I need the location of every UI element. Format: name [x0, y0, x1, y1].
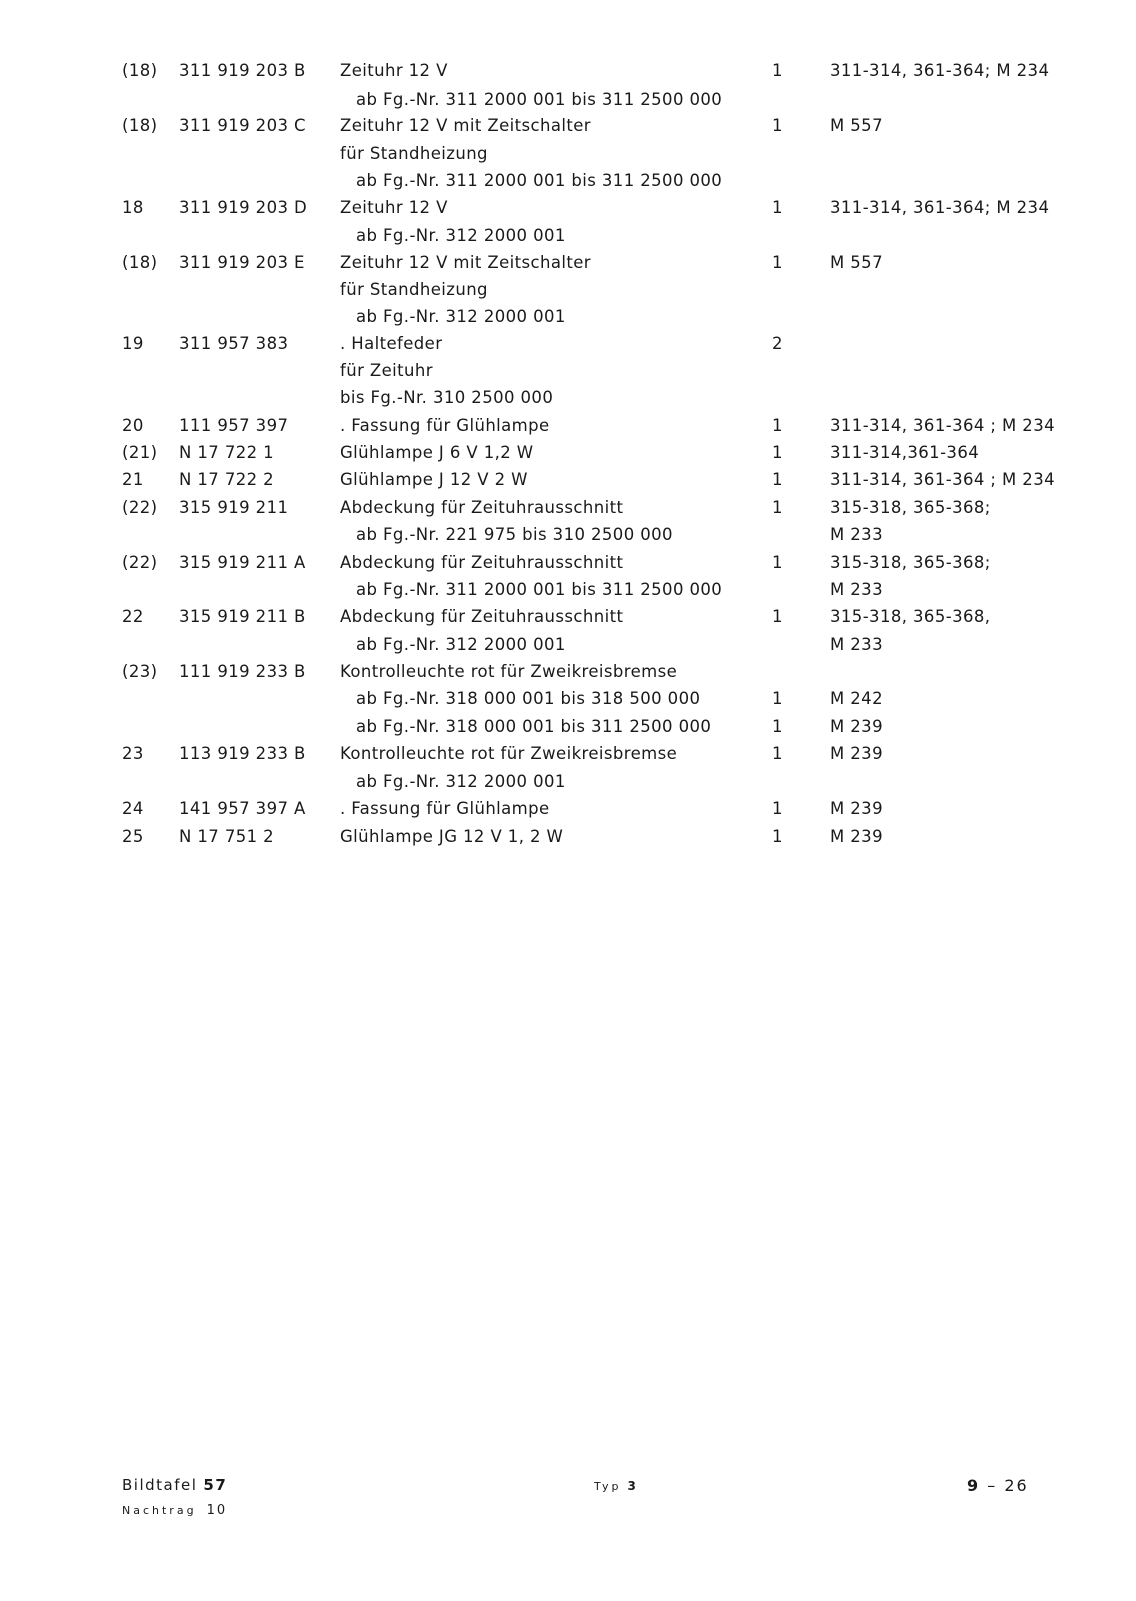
model-applicability: M 233 [830, 635, 883, 654]
part-number: N 17 722 2 [179, 470, 275, 489]
part-description: Abdeckung für Zeituhrausschnitt [340, 498, 624, 517]
typ-number: 3 [627, 1479, 639, 1493]
table-row [0, 195, 1136, 221]
nachtrag-number: 10 [206, 1503, 228, 1518]
position-number: (18) [122, 253, 158, 272]
part-number: 111 957 397 [179, 416, 289, 435]
part-description: . Haltefeder [340, 334, 443, 353]
table-row [0, 87, 1136, 113]
page-dash: – [987, 1476, 998, 1495]
typ-label: Typ [594, 1480, 622, 1493]
quantity: 1 [772, 717, 783, 736]
part-description: Zeituhr 12 V [340, 61, 448, 80]
nachtrag-reference [122, 1503, 227, 1518]
part-description: ab Fg.-Nr. 318 000 001 bis 311 2500 000 [356, 717, 712, 736]
part-description: bis Fg.-Nr. 310 2500 000 [340, 388, 554, 407]
table-row [0, 440, 1136, 466]
position-number: 18 [122, 198, 144, 217]
quantity: 1 [772, 689, 783, 708]
part-description: Glühlampe J 12 V 2 W [340, 470, 528, 489]
model-applicability: 311-314, 361-364 ; M 234 [830, 470, 1055, 489]
quantity: 1 [772, 198, 783, 217]
model-applicability: M 239 [830, 717, 883, 736]
model-applicability: M 242 [830, 689, 883, 708]
quantity: 1 [772, 470, 783, 489]
part-number: 315 919 211 B [179, 607, 306, 626]
position-number: (22) [122, 553, 158, 572]
model-applicability: 311-314, 361-364; M 234 [830, 198, 1050, 217]
bildtafel-reference [122, 1476, 227, 1494]
table-row [0, 769, 1136, 795]
model-applicability: 311-314,361-364 [830, 443, 980, 462]
table-row [0, 824, 1136, 850]
part-number: N 17 722 1 [179, 443, 275, 462]
model-applicability: M 233 [830, 525, 883, 544]
part-description: ab Fg.-Nr. 221 975 bis 310 2500 000 [356, 525, 673, 544]
table-row [0, 331, 1136, 357]
quantity: 1 [772, 744, 783, 763]
part-description: Zeituhr 12 V [340, 198, 448, 217]
part-description: . Fassung für Glühlampe [340, 799, 550, 818]
part-description: ab Fg.-Nr. 312 2000 001 [356, 635, 566, 654]
part-description: Abdeckung für Zeituhrausschnitt [340, 553, 624, 572]
part-description: ab Fg.-Nr. 311 2000 001 bis 311 2500 000 [356, 171, 723, 190]
part-description: ab Fg.-Nr. 312 2000 001 [356, 307, 566, 326]
table-row [0, 495, 1136, 521]
position-number: (21) [122, 443, 158, 462]
page-number [967, 1476, 1029, 1495]
table-row [0, 250, 1136, 276]
position-number: 24 [122, 799, 144, 818]
model-applicability: M 239 [830, 827, 883, 846]
table-row [0, 522, 1136, 548]
part-description: Glühlampe JG 12 V 1, 2 W [340, 827, 564, 846]
part-description: für Standheizung [340, 144, 488, 163]
page-section: 9 [967, 1476, 981, 1495]
part-description: Kontrolleuchte rot für Zweikreisbremse [340, 662, 678, 681]
quantity: 1 [772, 607, 783, 626]
part-number: 315 919 211 A [179, 553, 306, 572]
model-applicability: M 233 [830, 580, 883, 599]
model-applicability: M 557 [830, 116, 883, 135]
part-description: Kontrolleuchte rot für Zweikreisbremse [340, 744, 678, 763]
position-number: 22 [122, 607, 144, 626]
part-number: 311 919 203 E [179, 253, 305, 272]
typ-reference [594, 1479, 639, 1493]
part-description: . Fassung für Glühlampe [340, 416, 550, 435]
model-applicability: 315-318, 365-368; [830, 498, 991, 517]
part-description: Abdeckung für Zeituhrausschnitt [340, 607, 624, 626]
table-row [0, 304, 1136, 330]
part-number: 311 919 203 D [179, 198, 308, 217]
position-number: (18) [122, 61, 158, 80]
part-description: ab Fg.-Nr. 312 2000 001 [356, 772, 566, 791]
position-number: 21 [122, 470, 144, 489]
table-row [0, 550, 1136, 576]
quantity: 1 [772, 498, 783, 517]
quantity: 1 [772, 799, 783, 818]
part-number: N 17 751 2 [179, 827, 275, 846]
bildtafel-label: Bildtafel [122, 1476, 198, 1494]
part-number: 113 919 233 B [179, 744, 306, 763]
part-description: für Standheizung [340, 280, 488, 299]
part-description: Glühlampe J 6 V 1,2 W [340, 443, 534, 462]
part-description: für Zeituhr [340, 361, 433, 380]
position-number: 23 [122, 744, 144, 763]
model-applicability: M 239 [830, 744, 883, 763]
table-row [0, 659, 1136, 685]
quantity: 1 [772, 61, 783, 80]
quantity: 1 [772, 116, 783, 135]
table-row [0, 741, 1136, 767]
table-row [0, 223, 1136, 249]
part-description: ab Fg.-Nr. 318 000 001 bis 318 500 000 [356, 689, 701, 708]
model-applicability: 311-314, 361-364 ; M 234 [830, 416, 1055, 435]
quantity: 1 [772, 553, 783, 572]
part-description: ab Fg.-Nr. 312 2000 001 [356, 226, 566, 245]
position-number: (22) [122, 498, 158, 517]
position-number: 20 [122, 416, 144, 435]
table-row [0, 113, 1136, 139]
table-row [0, 604, 1136, 630]
table-row [0, 467, 1136, 493]
nachtrag-label: Nachtrag [122, 1504, 197, 1517]
table-row [0, 632, 1136, 658]
position-number: (18) [122, 116, 158, 135]
quantity: 1 [772, 416, 783, 435]
table-row [0, 168, 1136, 194]
part-number: 311 919 203 C [179, 116, 306, 135]
part-number: 111 919 233 B [179, 662, 306, 681]
position-number: (23) [122, 662, 158, 681]
table-row [0, 277, 1136, 303]
part-description: ab Fg.-Nr. 311 2000 001 bis 311 2500 000 [356, 90, 723, 109]
table-row [0, 385, 1136, 411]
model-applicability: 311-314, 361-364; M 234 [830, 61, 1050, 80]
part-number: 311 919 203 B [179, 61, 306, 80]
table-row [0, 796, 1136, 822]
model-applicability: 315-318, 365-368, [830, 607, 991, 626]
quantity: 1 [772, 827, 783, 846]
part-number: 141 957 397 A [179, 799, 306, 818]
part-number: 311 957 383 [179, 334, 289, 353]
table-row [0, 577, 1136, 603]
position-number: 19 [122, 334, 144, 353]
table-row [0, 413, 1136, 439]
table-row [0, 358, 1136, 384]
quantity: 1 [772, 253, 783, 272]
model-applicability: 315-318, 365-368; [830, 553, 991, 572]
part-number: 315 919 211 [179, 498, 289, 517]
part-description: Zeituhr 12 V mit Zeitschalter [340, 253, 591, 272]
quantity: 1 [772, 443, 783, 462]
page-sheet: 26 [1004, 1476, 1029, 1495]
quantity: 2 [772, 334, 783, 353]
table-row [0, 714, 1136, 740]
part-description: ab Fg.-Nr. 311 2000 001 bis 311 2500 000 [356, 580, 723, 599]
bildtafel-number: 57 [203, 1476, 228, 1494]
part-description: Zeituhr 12 V mit Zeitschalter [340, 116, 591, 135]
table-row [0, 686, 1136, 712]
model-applicability: M 239 [830, 799, 883, 818]
model-applicability: M 557 [830, 253, 883, 272]
table-row [0, 141, 1136, 167]
position-number: 25 [122, 827, 144, 846]
table-row [0, 58, 1136, 84]
